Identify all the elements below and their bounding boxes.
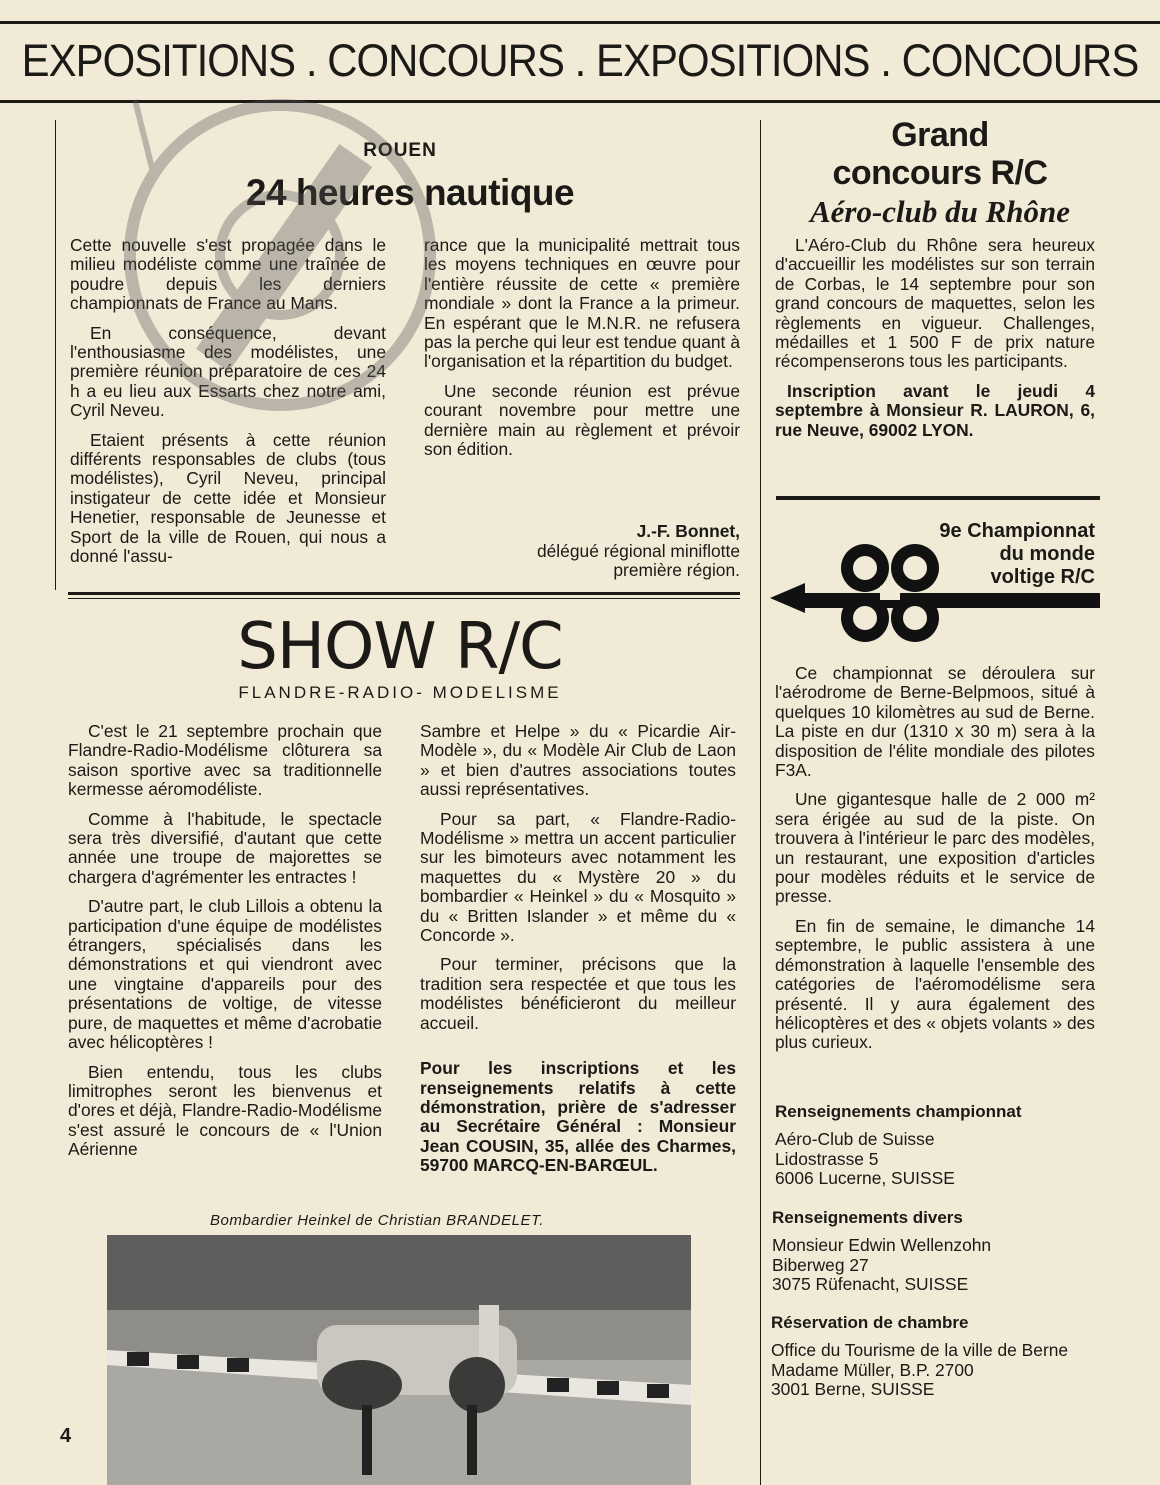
rouen-p4: rance que la municipalité mettrait tous les moyens techniques en œuvre pour l'entière réussite de cette « première mondiale » dont la France a la primeur. En espérant que le M.N.R. ne refusera pas la perche qui leur est tendue quant à l'organisation et la répartition du budget.: [424, 235, 740, 372]
info-reservation-title: Réservation de chambre: [771, 1313, 969, 1332]
rouen-kicker: ROUEN: [363, 140, 437, 161]
info-reservation: [771, 1313, 1096, 1400]
photo-caption: Bombardier Heinkel de Christian BRANDELET.: [210, 1212, 544, 1229]
section-banner: EXPOSITIONS . CONCOURS . EXPOSITIONS . CONCOURS: [21, 35, 1139, 86]
show-p2: Comme à l'habitude, le spectacle sera très diversifié, d'autant que cette année une troupe de majorettes se chargera d'agrémenter les entractes !: [68, 808, 382, 887]
rouen-p2: En conséquence, devant l'enthousiasme des modélistes, une première réunion préparatoire de ces 24 h a eu lieu aux Essarts chez notre ami, Cyril Neveu.: [70, 322, 386, 421]
show-subtitle: FLANDRE-RADIO- MODELISME: [238, 683, 562, 702]
column-divider-right: [760, 120, 761, 1485]
info-divers-l1: Monsieur Edwin Wellenzohn: [772, 1235, 992, 1255]
rouen-signature-block: [424, 522, 740, 581]
championnat-title-line3: voltige R/C: [990, 566, 1095, 588]
championnat-p3: En fin de semaine, le dimanche 14 septembre, le public assistera à une démonstration à laquelle l'ensemble des catégories de l'aéromodélisme sera présenté. Il y aura également des hélicoptères et des « objets volants » des plus curieux.: [775, 915, 1095, 1053]
info-divers: [772, 1208, 1097, 1295]
championnat-title-line1: 9e Championnat: [939, 520, 1095, 542]
page-number: 4: [60, 1425, 72, 1447]
show-p1: C'est le 21 septembre prochain que Flandre-Radio-Modélisme clôturera sa saison sportive avec sa traditionnelle kermesse aéromodéliste.: [68, 721, 382, 800]
rouen-col-2: [424, 236, 740, 459]
info-reservation-l1: Office du Tourisme de la ville de Berne: [771, 1340, 1069, 1360]
rouen-signature-role: délégué régional miniflotte: [536, 540, 740, 561]
banner-rule: [0, 100, 1160, 103]
rouen-signature-region: première région.: [613, 560, 740, 581]
grand-p1: L'Aéro-Club du Rhône sera heureux d'accueillir les modélistes sur son terrain de Corbas, le 14 septembre pour son grand concours de maquettes, selon les règlements en vigueur. Challenges, médailles et 1 500 F de prix nature récompenserons tous les participants.: [775, 235, 1095, 372]
grand-body: [775, 236, 1095, 440]
info-championnat-l2: Lidostrasse 5: [775, 1148, 879, 1169]
championnat-p1: Ce championnat se déroulera sur l'aérodrome de Berne-Belpmoos, situé à quelques 10 kilomètres au sud de Berne. La piste en dur (1310 x 30 m) sera à la disposition de l'élite mondiale des pilotes F3A.: [775, 663, 1095, 781]
grand-rule: [776, 496, 1100, 500]
show-p4: Bien entendu, tous les clubs limitrophes seront les bienvenus et d'ores et déjà, Flandre-Radio-Modélisme s'est assuré le concours de « l'Union Aérienne: [68, 1061, 382, 1160]
plane-illustration: [107, 1235, 691, 1485]
grand-subtitle: Aéro-club du Rhône: [809, 194, 1071, 229]
column-divider-left: [55, 120, 56, 590]
info-divers-title: Renseignements divers: [772, 1208, 963, 1227]
show-col-1: [68, 722, 382, 1160]
info-divers-l2: Biberweg 27: [772, 1254, 869, 1275]
top-rule: [0, 21, 1160, 24]
show-p6: Pour sa part, « Flandre-Radio-Modélisme » mettra un accent particulier sur les bimoteurs avec notamment les maquettes du « Mystère 20 » du bombardier « Heinkel » du « Mosquito » du « Britten Islander » et même du « Concorde ».: [420, 808, 736, 946]
info-championnat-title: Renseignements championnat: [775, 1102, 1022, 1121]
info-divers-l3: 3075 Rüfenacht, SUISSE: [772, 1274, 969, 1295]
show-rule-top: [68, 592, 740, 595]
show-title: SHOW R/C: [237, 610, 563, 684]
grand-title-line2: concours R/C: [832, 154, 1048, 192]
bomber-photo: [107, 1235, 691, 1485]
championnat-p2: Une gigantesque halle de 2 000 m² sera érigée au sud de la piste. On trouvera à l'intérieur le parc des modèles, un restaurant, une exposition d'articles pour modèles réduits et le service de presse.: [775, 789, 1095, 907]
championnat-body: [775, 664, 1095, 1053]
info-reservation-l2: Madame Müller, B.P. 2700: [771, 1359, 974, 1380]
show-col-2: [420, 722, 736, 1176]
show-p7: Pour terminer, précisons que la tradition sera respectée et que tous les modélistes bénéficieront du meilleur accueil.: [420, 954, 736, 1033]
grand-inscription: Inscription avant le jeudi 4 septembre à Monsieur R. LAURON, 6, rue Neuve, 69002 LYON.: [775, 380, 1095, 440]
show-p5: Sambre et Helpe » du « Picardie Air-Modèle », du « Modèle Air Club de Laon » et bien d'autres associations toutes aussi représentatives.: [420, 721, 736, 800]
championnat-title-line2: du monde: [999, 543, 1095, 565]
show-rule-bottom: [68, 598, 740, 599]
info-championnat: [775, 1102, 1100, 1189]
show-inscription: Pour les inscriptions et les renseignements relatifs à cette démonstration, prière de s'adresser au Secrétaire Général : Monsieur Jean COUSIN, 35, allée des Charmes, 59700 MARCQ-EN-BARŒUL.: [420, 1058, 736, 1176]
info-championnat-l3: 6006 Lucerne, SUISSE: [775, 1168, 955, 1189]
grand-title-line1: Grand: [891, 116, 989, 154]
rouen-col-1: [70, 236, 386, 567]
rouen-title: 24 heures nautique: [245, 172, 575, 213]
show-p3: D'autre part, le club Lillois a obtenu la participation d'une équipe de modélistes étrangers, spécialisés dans les démonstrations et qui viendront avec une vingtaine d'appareils pour des présentations de voltige, de vitesse pure, de maquettes et même d'acrobatie avec hélicoptères !: [68, 896, 382, 1053]
rouen-p5: Une seconde réunion est prévue courant novembre pour mettre une dernière main au règlement et prévoir son édition.: [424, 380, 740, 460]
rouen-signature: J.-F. Bonnet,: [636, 521, 740, 541]
info-reservation-l3: 3001 Berne, SUISSE: [771, 1379, 935, 1400]
rouen-p1: Cette nouvelle s'est propagée dans le milieu modéliste comme une traînée de poudre depuis les derniers championnats de France au Mans.: [70, 235, 386, 314]
rouen-p3: Etaient présents à cette réunion différents responsables de clubs (tous modélistes), Cyril Neveu, principal instigateur de cette idée et Monsieur Henetier, responsable de Jeunesse et Sport de la ville de Rouen, qui nous a donné l'assu-: [70, 429, 386, 567]
info-championnat-l1: Aéro-Club de Suisse: [775, 1129, 935, 1149]
